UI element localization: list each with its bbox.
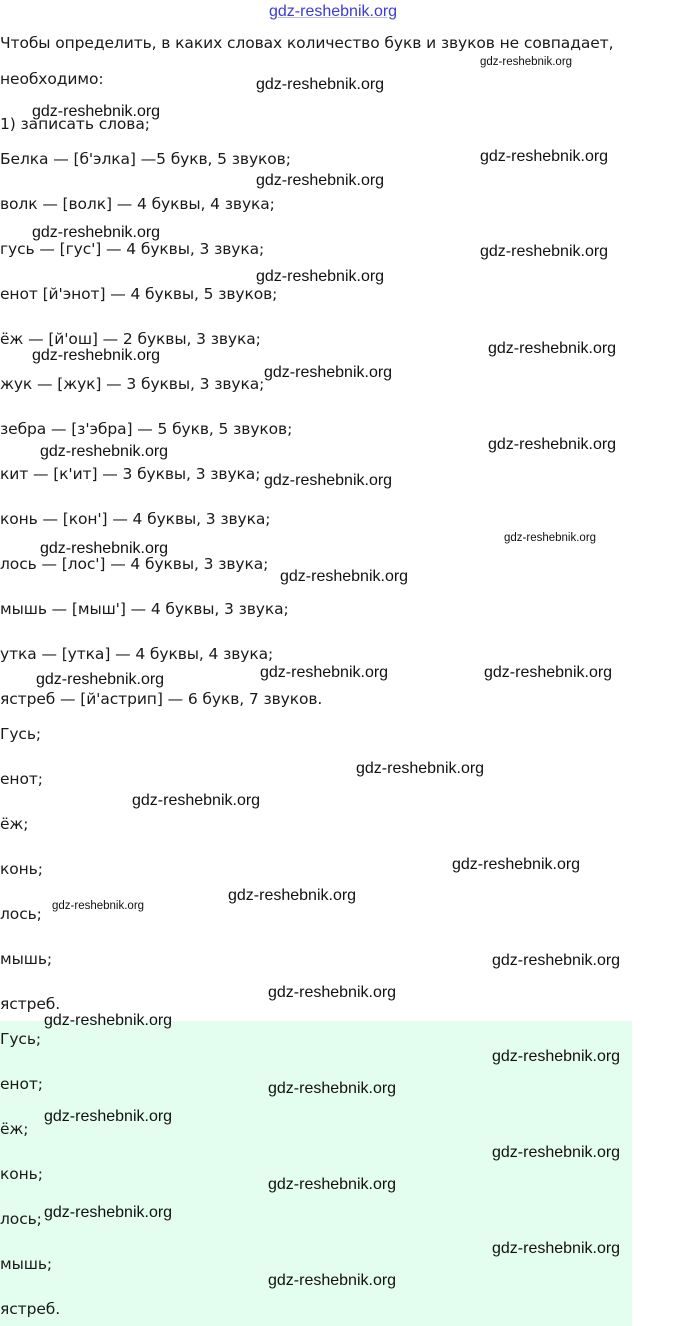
watermark: gdz-reshebnik.org [356, 760, 485, 777]
word-line: конь — [кон'] — 4 буквы, 3 звука; [0, 510, 271, 528]
word-line: мышь — [мыш'] — 4 буквы, 3 звука; [0, 600, 289, 618]
watermark: gdz-reshebnik.org [480, 243, 609, 260]
watermark: gdz-reshebnik.org [492, 1144, 621, 1161]
watermark: gdz-reshebnik.org [492, 1048, 621, 1065]
answer-item: ёж; [0, 1120, 29, 1138]
watermark: gdz-reshebnik.org [40, 540, 169, 557]
answer-item: лось; [0, 1210, 42, 1228]
watermark: gdz-reshebnik.org [44, 1108, 173, 1125]
list-item: ястреб. [0, 995, 61, 1013]
word-line: ястреб — [й'астрип] — 6 букв, 7 звуков. [0, 690, 323, 708]
watermark: gdz-reshebnik.org [44, 1012, 173, 1029]
watermark: gdz-reshebnik.org [484, 664, 613, 681]
watermark: gdz-reshebnik.org [280, 568, 409, 585]
watermark: gdz-reshebnik.org [480, 56, 573, 68]
watermark: gdz-reshebnik.org [480, 148, 609, 165]
watermark: gdz-reshebnik.org [32, 103, 161, 120]
watermark: gdz-reshebnik.org [36, 671, 165, 688]
site-link[interactable]: gdz-reshebnik.org [269, 3, 398, 20]
watermark: gdz-reshebnik.org [256, 76, 385, 93]
word-line: жук — [жук] — 3 буквы, 3 звука; [0, 375, 265, 393]
list-item: мышь; [0, 950, 52, 968]
word-line: зебра — [з'эбра] — 5 букв, 5 звуков; [0, 420, 293, 438]
watermark: gdz-reshebnik.org [228, 887, 357, 904]
answer-item: Гусь; [0, 1030, 42, 1048]
watermark: gdz-reshebnik.org [132, 792, 261, 809]
answer-item: ястреб. [0, 1300, 61, 1318]
word-line: кит — [к'ит] — 3 буквы, 3 звука; [0, 465, 261, 483]
watermark: gdz-reshebnik.org [488, 436, 617, 453]
list-item: лось; [0, 905, 42, 923]
word-line: волк — [волк] — 4 буквы, 4 звука; [0, 195, 275, 213]
watermark: gdz-reshebnik.org [268, 1176, 397, 1193]
intro-line: необходимо: [0, 70, 104, 88]
watermark: gdz-reshebnik.org [52, 900, 145, 912]
watermark: gdz-reshebnik.org [492, 1240, 621, 1257]
watermark: gdz-reshebnik.org [268, 1080, 397, 1097]
word-line: ёж — [й'ош] — 2 буквы, 3 звука; [0, 330, 261, 348]
intro-line: Чтобы определить, в каких словах количество букв и звуков не совпадает, [0, 34, 614, 52]
word-line: гусь — [гус'] — 4 буквы, 3 звука; [0, 240, 265, 258]
watermark: gdz-reshebnik.org [256, 268, 385, 285]
watermark: gdz-reshebnik.org [32, 224, 161, 241]
watermark: gdz-reshebnik.org [264, 472, 393, 489]
watermark: gdz-reshebnik.org [32, 347, 161, 364]
intro-line: 1) записать слова; [0, 115, 150, 133]
watermark: gdz-reshebnik.org [264, 364, 393, 381]
answer-item: енот; [0, 1075, 43, 1093]
word-line: утка — [утка] — 4 буквы, 4 звука; [0, 645, 274, 663]
list-item: ёж; [0, 815, 29, 833]
watermark: gdz-reshebnik.org [452, 856, 581, 873]
word-line: Белка — [б'элка] —5 букв, 5 звуков; [0, 150, 291, 168]
watermark: gdz-reshebnik.org [256, 172, 385, 189]
list-item: Гусь; [0, 725, 42, 743]
list-item: енот; [0, 770, 43, 788]
watermark: gdz-reshebnik.org [492, 952, 621, 969]
word-line: лось — [лос'] — 4 буквы, 3 звука; [0, 555, 269, 573]
watermark: gdz-reshebnik.org [268, 984, 397, 1001]
answer-item: мышь; [0, 1255, 52, 1273]
watermark: gdz-reshebnik.org [260, 664, 389, 681]
word-line: енот [й'энот] — 4 буквы, 5 звуков; [0, 285, 278, 303]
watermark: gdz-reshebnik.org [40, 443, 169, 460]
watermark: gdz-reshebnik.org [268, 1272, 397, 1289]
watermark: gdz-reshebnik.org [44, 1204, 173, 1221]
answer-item: конь; [0, 1165, 43, 1183]
watermark: gdz-reshebnik.org [504, 532, 597, 544]
list-item: конь; [0, 860, 43, 878]
watermark: gdz-reshebnik.org [488, 340, 617, 357]
